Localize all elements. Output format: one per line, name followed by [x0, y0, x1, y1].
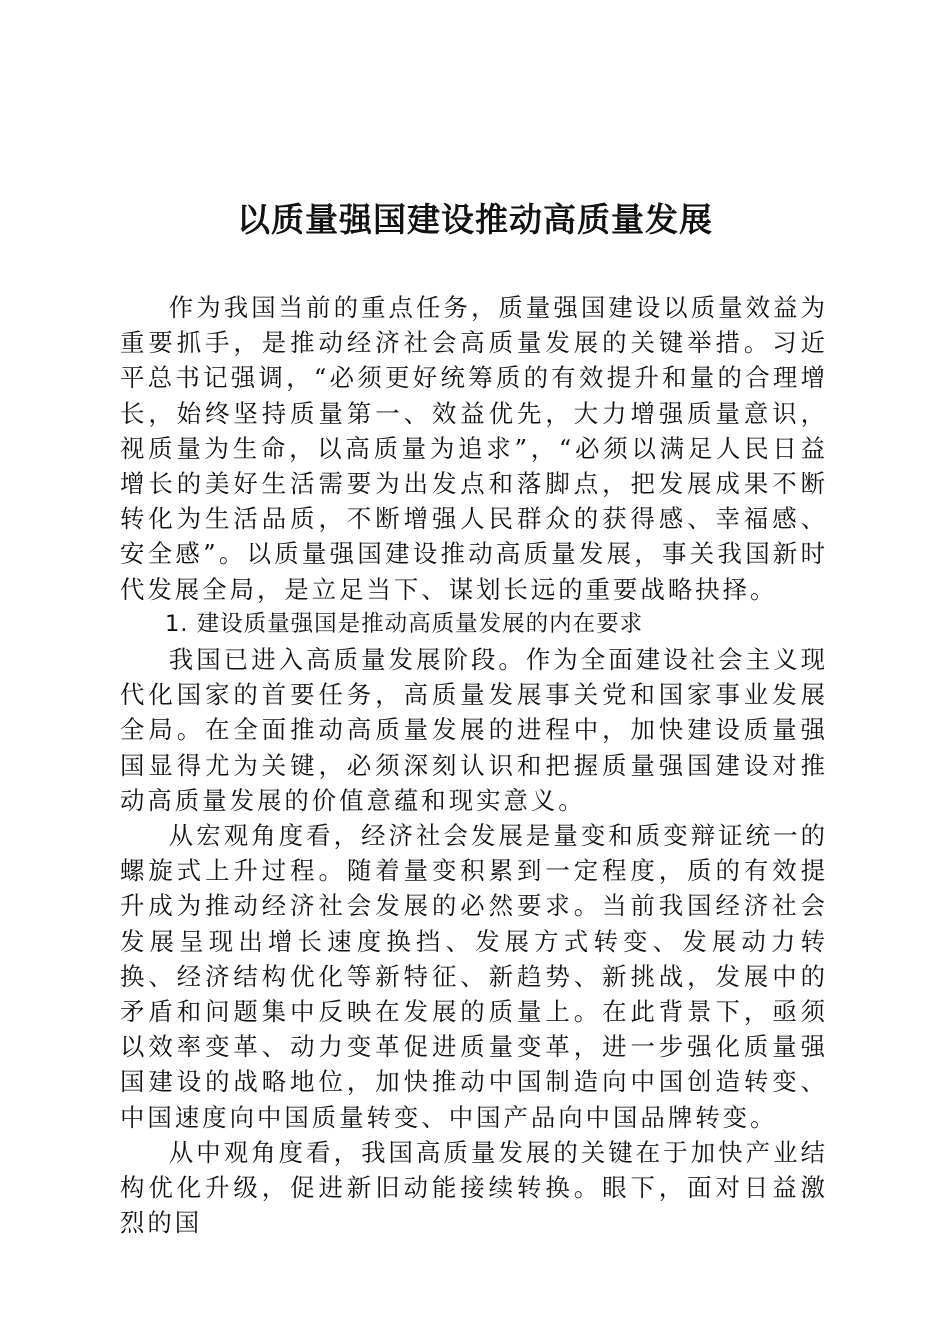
paragraph-intro: 作为我国当前的重点任务，质量强国建设以质量效益为重要抓手，是推动经济社会高质量发展的关键举措。习近平总书记强调，“必须更好统筹质的有效提升和量的合理增长，始终坚持质量第一、效益优先，大力增强质量意识，视质量为生命，以高质量为追求”，“必须以满足人民日益增长的美好生活需要为出发点和落脚点，把发展成果不断转化为生活品质，不断增强人民群众的获得感、幸福感、安全感”。以质量强国建设推动高质量发展，事关我国新时代发展全局，是立足当下、谋划长远的重要战略抉择。 — [120, 293, 828, 604]
paragraph-macro: 从宏观角度看，经济社会发展是量变和质变辩证统一的螺旋式上升过程。随着量变积累到一定程度，质的有效提升成为推动经济社会发展的必然要求。当前我国经济社会发展呈现出增长速度换挡、发展方式转变、发展动力转换、经济结构优化等新特征、新趋势、新挑战，发展中的矛盾和问题集中反映在发展的质量上。在此背景下，亟须以效率变革、动力变革促进质量变革，进一步强化质量强国建设的战略地位，加快推动中国制造向中国创造转变、中国速度向中国质量转变、中国产品向中国品牌转变。 — [120, 821, 828, 1132]
document-body — [120, 290, 828, 1240]
paragraph-meso: 从中观角度看，我国高质量发展的关键在于加快产业结构优化升级，促进新旧动能接续转换。眼下，面对日益激烈的国 — [120, 1137, 828, 1238]
paragraph-stage: 我国已进入高质量发展阶段。作为全面建设社会主义现代化国家的首要任务，高质量发展事关党和国家事业发展全局。在全面推动高质量发展的进程中，加快建设质量强国显得尤为关键，必须深刻认识和把握质量强国建设对推动高质量发展的价值意蕴和现实意义。 — [120, 645, 828, 815]
section-heading: 1. 建设质量强国是推动高质量发展的内在要求 — [165, 610, 644, 637]
document-title: 以质量强国建设推动高质量发展 — [237, 200, 713, 239]
